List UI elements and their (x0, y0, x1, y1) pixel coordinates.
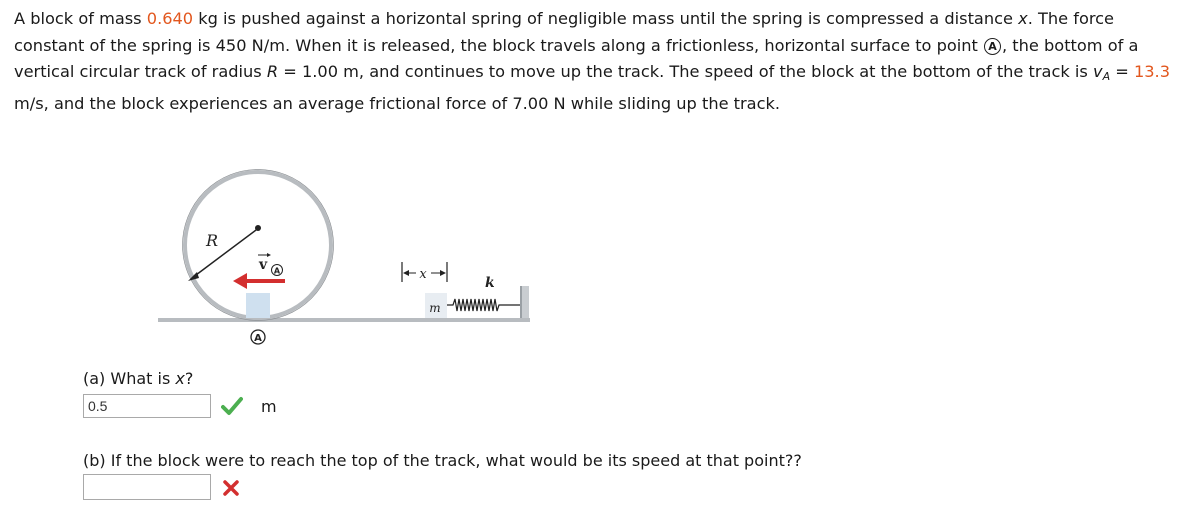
block-at-a (246, 293, 270, 318)
speed-value: 13.3 (1133, 62, 1170, 81)
mass-value: 0.640 (146, 9, 194, 28)
svg-text:v: v (259, 257, 268, 273)
question-a: (a) What is x? (83, 369, 194, 388)
answer-a-input[interactable] (83, 394, 211, 418)
spring (447, 299, 522, 311)
check-icon (221, 396, 243, 416)
unit-label-a: m (261, 397, 277, 416)
velocity-arrow (233, 273, 247, 289)
point-a-icon: A (984, 38, 1001, 55)
loop-track-figure (140, 150, 560, 350)
k-label: k (485, 275, 495, 291)
radius-line (192, 230, 256, 278)
x-label: x (419, 267, 427, 282)
cross-icon (221, 478, 241, 498)
problem-statement: A block of mass 0.640 kg is pushed against a horizontal spring of negligible mass until the spring is compressed a distance x. The force constant of the spring is 450 N/m. When it is released, the block travels along a frictionless, horizontal surface to point A , the bottom of a vertical circular track of radius R = 1.00 m, and continues to move up the track. The speed of the block at the bottom of the track is $v_A = 13.3$ m/s, and the block experiences an average frictional force of 7.00 N while sliding up the track. (14, 9, 1170, 113)
ground-surface (158, 318, 530, 322)
r-label: R (206, 231, 219, 250)
svg-text:A: A (254, 333, 262, 344)
svg-text:m: m (429, 301, 441, 315)
question-b: (b) If the block were to reach the top of the track, what would be its speed at that point?? (83, 451, 802, 470)
answer-b-input[interactable] (83, 474, 211, 500)
svg-text:A: A (273, 266, 281, 276)
